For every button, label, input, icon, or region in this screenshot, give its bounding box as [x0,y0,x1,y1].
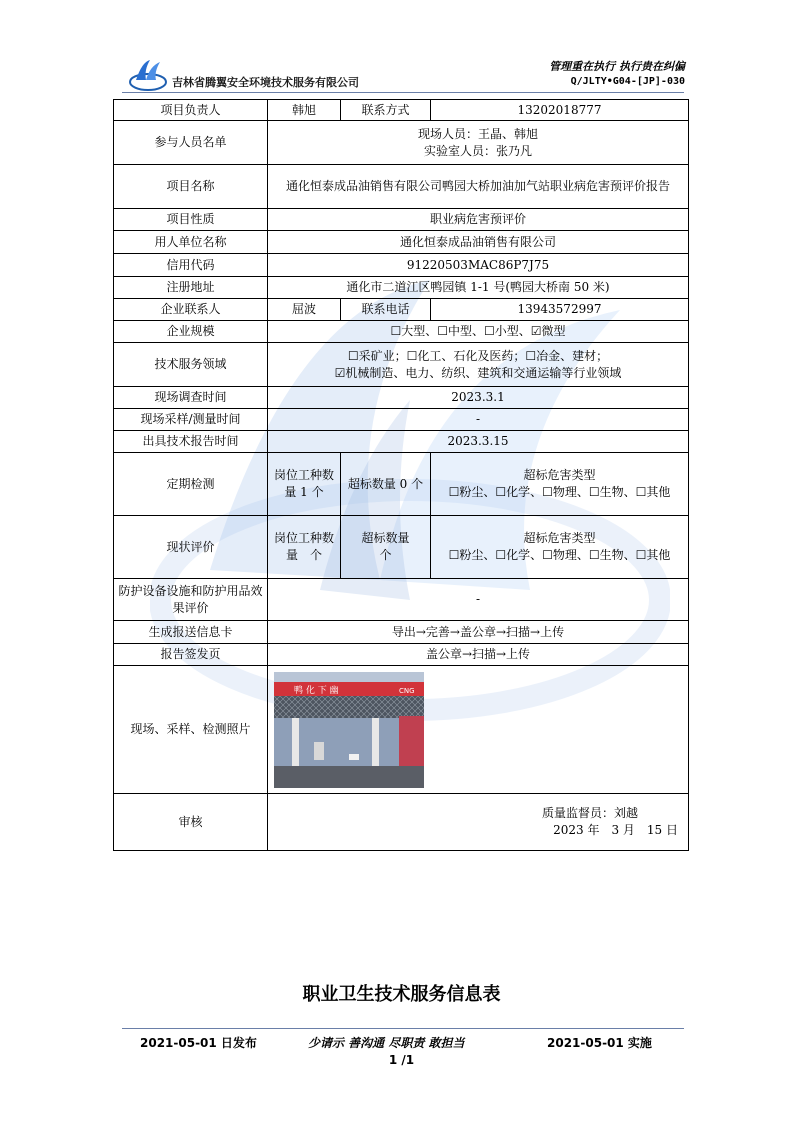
address-value: 通化市二道江区鸭园镇 1-1 号(鸭园大桥南 50 米) [268,277,689,299]
employer-label: 用人单位名称 [114,231,268,254]
footer-divider [122,1028,684,1029]
domain-line: ☑机械制造、电力、纺织、建筑和交通运输等行业领域 [334,365,622,380]
participants-line: 实验室人员：张乃凡 [423,143,532,158]
page-number: 1 /1 [388,1053,415,1067]
survey-time-label: 现场调查时间 [114,387,268,409]
project-nature-label: 项目性质 [114,209,268,231]
domain-value [268,343,689,387]
hazard-types: ☐粉尘、☐化学、☐物理、☐生物、☐其他 [448,485,671,499]
supervisor: 质量监督员：刘越 [541,806,638,820]
table-row [114,453,689,516]
document-code: Q/JLTY•G04-[JP]-030 [570,76,685,87]
review-label: 审核 [114,794,268,851]
address-label: 注册地址 [114,277,268,299]
header-slogan: 管理重在执行 执行贵在纠偏 [549,60,685,73]
table-row [114,321,689,343]
credit-code-value: 91220503MAC86P7J75 [268,254,689,277]
company-logo [128,56,168,92]
photo-cell [268,666,689,794]
project-leader-value: 韩旭 [268,100,341,121]
table-row [114,231,689,254]
table-row [114,299,689,321]
status-posts: 岗位工种数量 个 [268,516,341,579]
table-row [114,121,689,165]
periodic-label: 定期检测 [114,453,268,516]
gas-station-photo [274,672,424,788]
table-row [114,666,689,794]
project-name-label: 项目名称 [114,165,268,209]
status-label: 现状评价 [114,516,268,579]
survey-time-value: 2023.3.1 [268,387,689,409]
scale-label: 企业规模 [114,321,268,343]
status-hazards [431,516,689,579]
company-contact-label: 企业联系人 [114,299,268,321]
hazard-title: 超标危害类型 [523,531,596,545]
info-table [113,99,689,851]
table-row [114,644,689,666]
status-exceed: 超标数量 个 [341,516,431,579]
table-row [114,100,689,121]
domain-line: ☐采矿业；☐化工、石化及医药；☐冶金、建材； [347,348,609,363]
scale-value: ☐大型、☐中型、☐小型、☑微型 [268,321,689,343]
table-row [114,794,689,851]
periodic-posts: 岗位工种数量 1 个 [268,453,341,516]
employer-value: 通化恒泰成品油销售有限公司 [268,231,689,254]
protection-label: 防护设备设施和防护用品效果评价 [114,579,268,621]
protection-value: - [268,579,689,621]
sign-page-value: 盖公章→扫描→上传 [268,644,689,666]
review-value [268,794,689,851]
company-phone-value: 13943572997 [431,299,689,321]
form-title: 职业卫生技术服务信息表 [302,984,501,1005]
company-phone-label: 联系电话 [341,299,431,321]
report-card-label: 生成报送信息卡 [114,621,268,644]
sign-page-label: 报告签发页 [114,644,268,666]
periodic-hazards [431,453,689,516]
company-contact-value: 屈波 [268,299,341,321]
table-row [114,387,689,409]
participants-line: 现场人员：王晶、韩旭 [417,126,538,141]
effective-date: 2021-05-01 实施 [547,1036,652,1050]
report-time-value: 2023.3.15 [268,431,689,453]
contact-phone-value: 13202018777 [431,100,689,121]
hazard-types: ☐粉尘、☐化学、☐物理、☐生物、☐其他 [448,548,671,562]
company-name: 吉林省腾翼安全环境技术服务有限公司 [172,76,359,89]
site-photo [274,672,424,788]
header-divider [122,92,684,93]
sampling-time-value: - [268,409,689,431]
table-row [114,516,689,579]
photo-label: 现场、采样、检测照片 [114,666,268,794]
sampling-time-label: 现场采样/测量时间 [114,409,268,431]
credit-code-label: 信用代码 [114,254,268,277]
table-row [114,621,689,644]
station-brand-text: CNG [399,686,415,695]
table-row [114,209,689,231]
participants-label: 参与人员名单 [114,121,268,165]
publish-date: 2021-05-01 日发布 [140,1036,257,1050]
review-date: 2023 年 3 月 15 日 [553,823,678,837]
hazard-title: 超标危害类型 [523,468,596,482]
contact-label: 联系方式 [341,100,431,121]
project-nature-value: 职业病危害预评价 [268,209,689,231]
table-row [114,165,689,209]
station-sign-text: 鸭 化 下 幽 [294,685,339,696]
table-row [114,343,689,387]
footer-motto: 少请示 善沟通 尽职责 敢担当 [308,1036,465,1050]
project-name-value: 通化恒泰成品油销售有限公司鸭园大桥加油加气站职业病危害预评价报告 [268,165,689,209]
table-row [114,409,689,431]
table-row [114,579,689,621]
project-leader-label: 项目负责人 [114,100,268,121]
report-card-value: 导出→完善→盖公章→扫描→上传 [268,621,689,644]
report-time-label: 出具技术报告时间 [114,431,268,453]
participants-value [268,121,689,165]
domain-label: 技术服务领域 [114,343,268,387]
table-row [114,277,689,299]
table-row [114,431,689,453]
table-row [114,254,689,277]
periodic-exceed: 超标数量 0 个 [341,453,431,516]
